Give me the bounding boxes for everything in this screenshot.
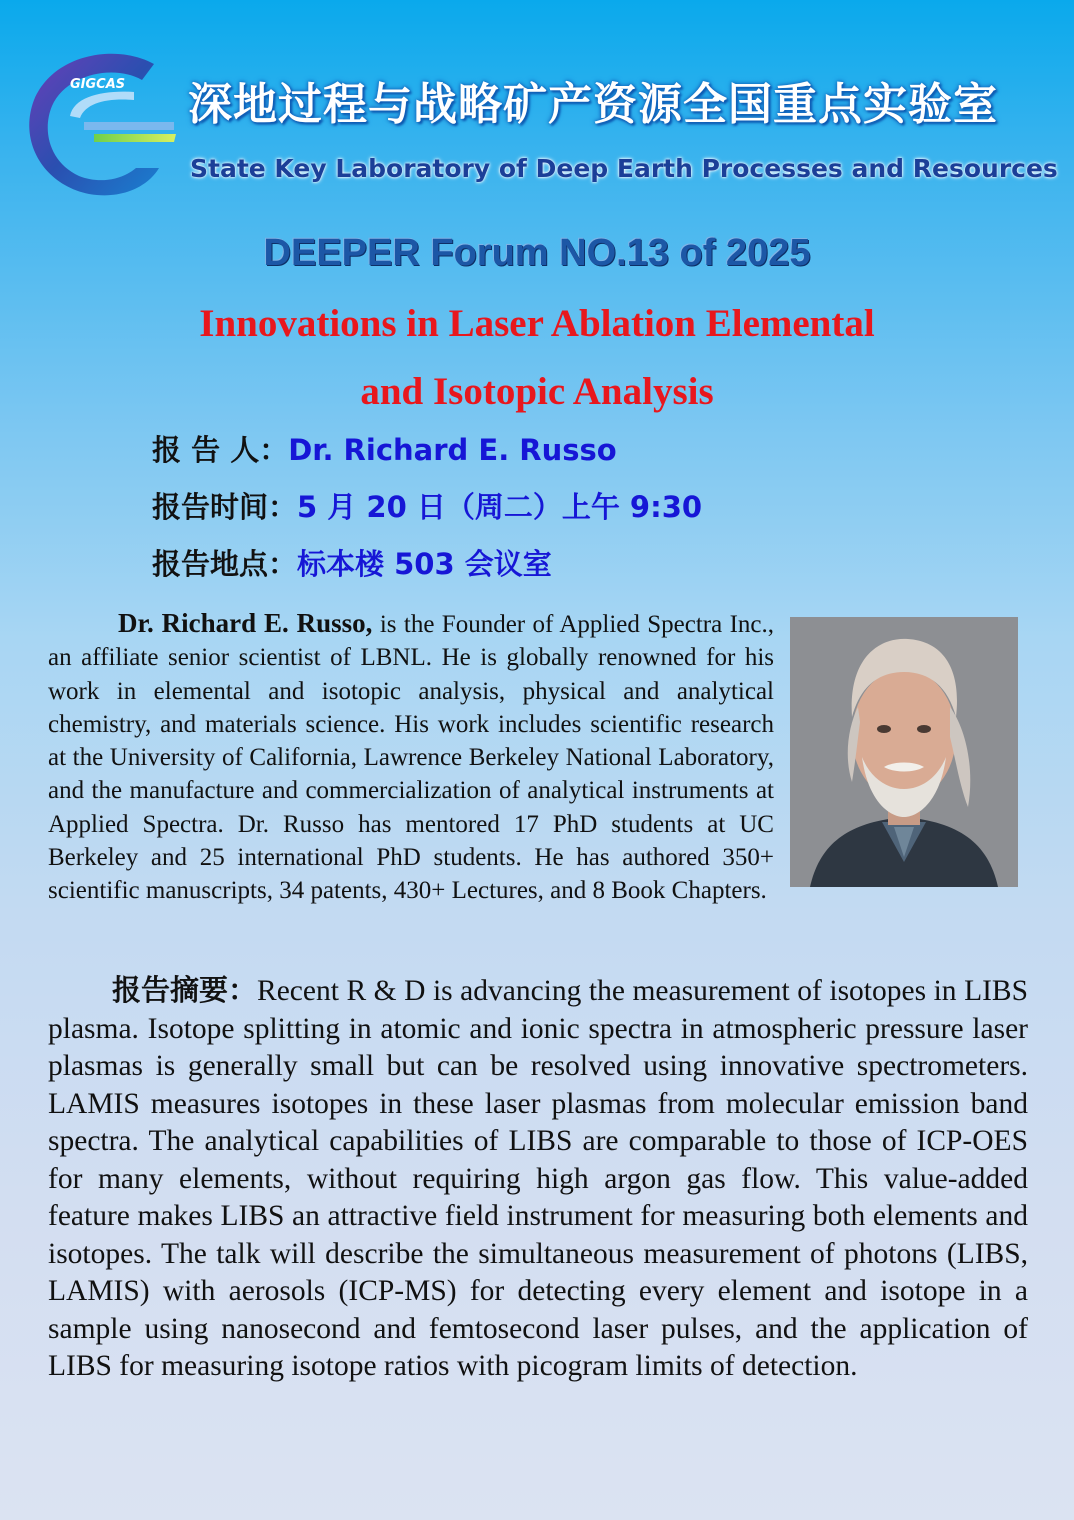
- forum-title: DEEPER Forum NO.13 of 2025: [263, 232, 811, 274]
- abstract-label: 报告摘要：: [112, 973, 258, 1007]
- abstract: [48, 972, 1028, 1386]
- bio-name: Dr. Richard E. Russo,: [118, 608, 373, 638]
- place-row: [152, 542, 552, 584]
- speaker-photo: [790, 617, 1018, 887]
- lab-name-chinese: 深地过程与战略矿产资源全国重点实验室: [188, 79, 998, 130]
- place-label: 报告地点：: [152, 547, 298, 581]
- logo-text: GIGCAS: [70, 77, 126, 92]
- time-label: 报告时间：: [152, 490, 298, 524]
- place-value: 标本楼 503 会议室: [297, 547, 552, 581]
- speaker-value: Dr. Richard E. Russo: [288, 433, 617, 467]
- lab-name-english: State Key Laboratory of Deep Earth Processes and Resources: [190, 154, 1058, 183]
- speaker-bio: [48, 607, 1034, 908]
- speaker-row: [152, 428, 617, 470]
- talk-title: [0, 290, 1074, 426]
- talk-title-line2: and Isotopic Analysis: [360, 370, 714, 413]
- time-row: [152, 485, 702, 527]
- institute-logo: [24, 50, 186, 198]
- bio-text: is the Founder of Applied Spectra Inc., an affiliate senior scientist of LBNL. He is globally renowned for his work in elemental and isotopic analysis, physical and analytical chemistry, and materials science. His work includes scientific research at the University of California, Lawrence Berkeley National Laboratory, and the manufacture and commercialization of analytical instruments at Applied Spectra. Dr. Russo has mentored 17 PhD students at UC Berkeley and 25 international PhD students. He has authored 350+ scientific manuscripts, 34 patents, 430+ Lectures, and 8 Book Chapters.: [48, 611, 775, 905]
- time-value: 5 月 20 日（周二）上午 9:30: [297, 490, 703, 524]
- talk-title-line1: Innovations in Laser Ablation Elemental: [199, 302, 875, 345]
- speaker-label: 报 告 人：: [152, 433, 289, 467]
- abstract-text: Recent R & D is advancing the measurement of isotopes in LIBS plasma. Isotope splitting in atomic and ionic spectra in atmospheric pressure laser plasmas is generally small but can be resolved using innovative spectrometers. LAMIS measures isotopes in these laser plasmas from molecular emission band spectra. The analytical capabilities of LIBS are comparable to those of ICP-OES for many elements, without requiring high argon gas flow. This value-added feature makes LIBS an attractive field instrument for measuring both elements and isotopes. The talk will describe the simultaneous measurement of photons (LIBS, LAMIS) with aerosols (ICP-MS) for detecting every element and isotope in a sample using nanosecond and femtosecond laser pulses, and the application of LIBS for measuring isotope ratios with picogram limits of detection.: [48, 975, 1028, 1382]
